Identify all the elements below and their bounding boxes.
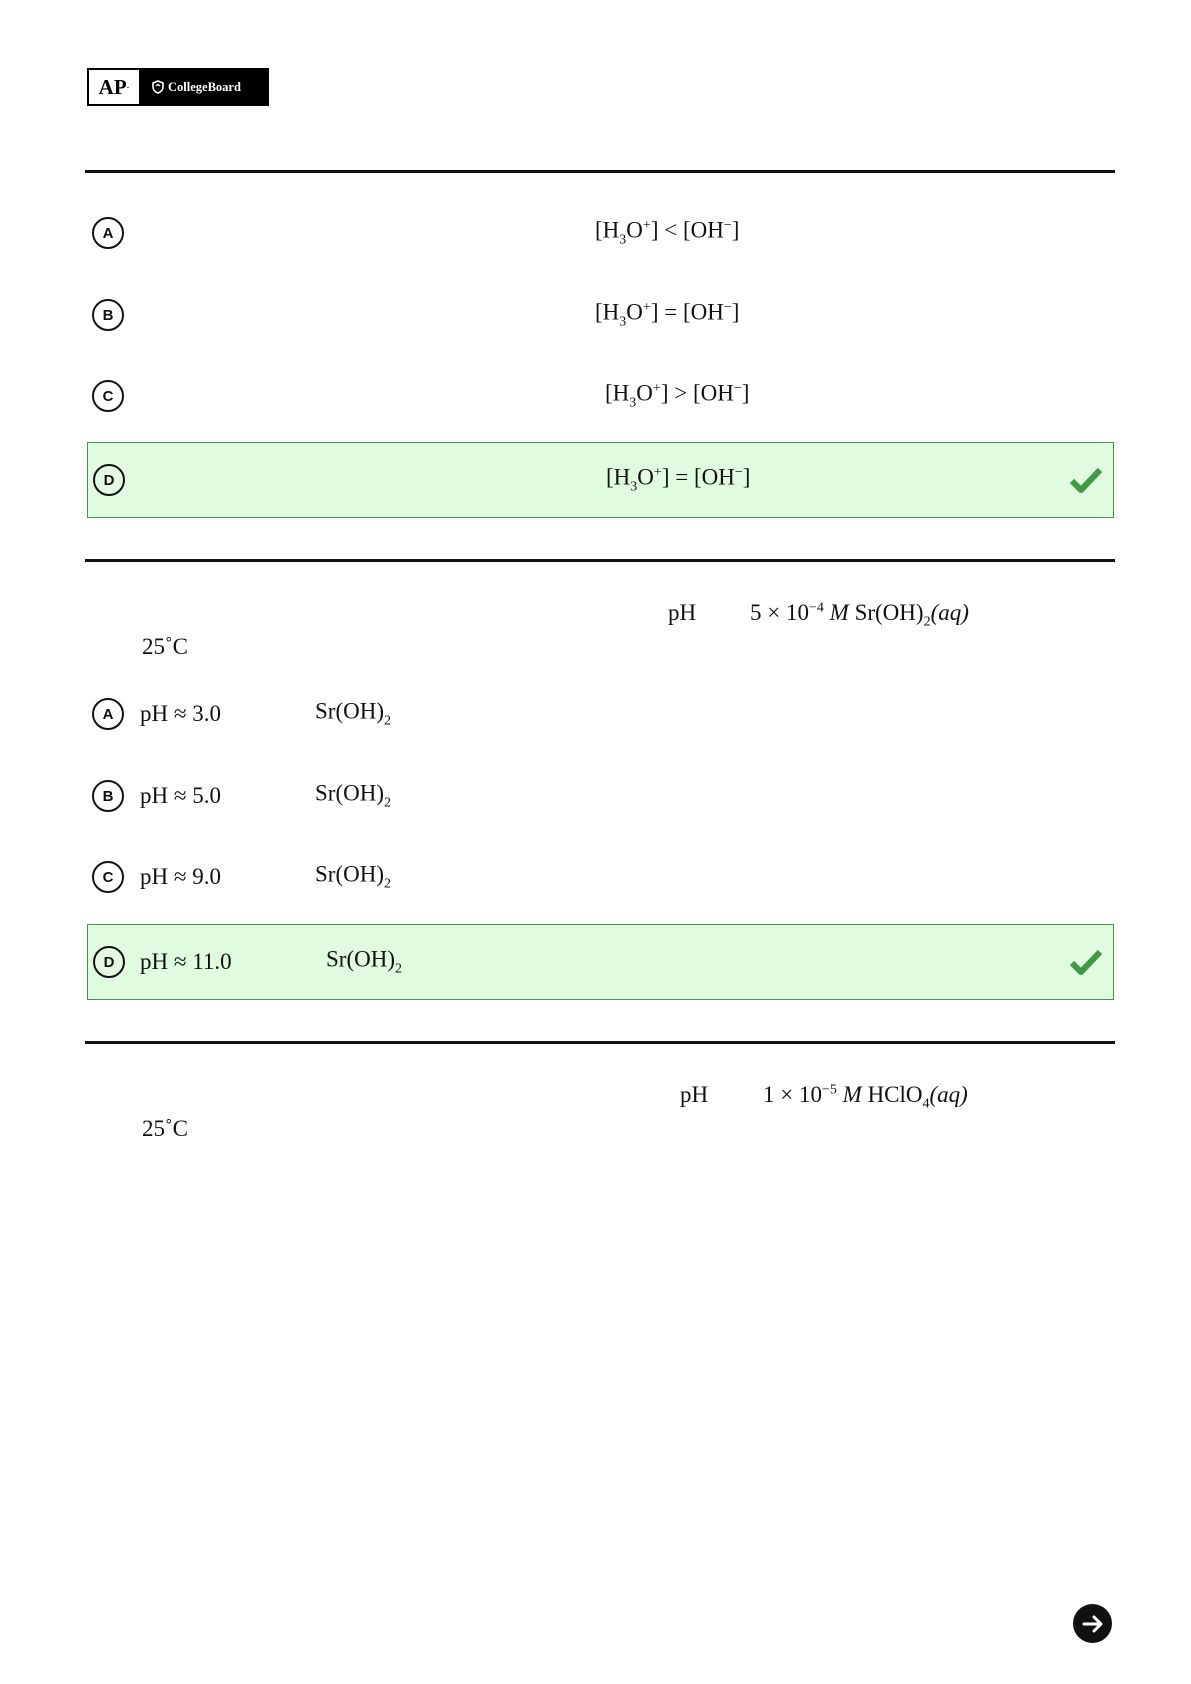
q2-option-a[interactable] — [87, 676, 1114, 752]
q1-option-c[interactable] — [87, 358, 1114, 434]
option-ph-value: pH ≈ 3.0 — [140, 701, 221, 726]
option-letter-badge: D — [93, 464, 125, 496]
option-species: $Sr(OH)_2$ — [315, 698, 391, 729]
option-expression: $[H_3O^+] = [OH^-]$ — [606, 464, 751, 495]
option-letter-badge: B — [92, 299, 124, 331]
q3-concentration-expression: $1 \times 10^{-5}$ M HClO$_4$(aq) — [763, 1082, 968, 1112]
q1-option-d-correct[interactable] — [87, 442, 1114, 518]
question-divider — [85, 1041, 1115, 1044]
q2-ph-label: pH — [668, 600, 697, 625]
option-species: $Sr(OH)_2$ — [315, 780, 391, 811]
option-ph-value: pH ≈ 11.0 — [140, 949, 232, 974]
option-expression: $[H_3O^+] < [OH^-]$ — [595, 217, 740, 248]
option-letter-badge: D — [93, 946, 125, 978]
option-ph-value: pH ≈ 5.0 — [140, 783, 221, 808]
question-divider — [85, 170, 1115, 173]
q2-option-c[interactable] — [87, 839, 1114, 915]
option-letter-badge: A — [92, 698, 124, 730]
q1-option-a[interactable] — [87, 195, 1114, 271]
option-letter-badge: C — [92, 861, 124, 893]
checkmark-icon — [1069, 466, 1103, 494]
q2-temperature: 25˚C — [142, 634, 188, 659]
q3-ph-label: pH — [680, 1082, 709, 1107]
option-letter-badge: C — [92, 380, 124, 412]
q2-concentration-expression: $5 \times 10^{-4}$ M $Sr(OH)_2(aq)$ — [750, 600, 969, 630]
checkmark-icon — [1069, 948, 1103, 976]
option-letter-badge: B — [92, 780, 124, 812]
option-expression: $[H_3O^+] > [OH^-]$ — [605, 380, 750, 411]
arrow-right-icon — [1080, 1611, 1106, 1637]
option-ph-value: pH ≈ 9.0 — [140, 864, 221, 889]
option-species: $Sr(OH)_2$ — [315, 861, 391, 892]
q3-temperature: 25˚C — [142, 1116, 188, 1141]
option-letter-badge: A — [92, 217, 124, 249]
question-divider — [85, 559, 1115, 562]
q2-option-b[interactable] — [87, 758, 1114, 834]
next-button[interactable] — [1073, 1604, 1112, 1643]
option-species: $Sr(OH)_2$ — [326, 946, 402, 977]
ap-logo-text: AP · — [89, 70, 141, 104]
collegeboard-logo-text: CollegeBoard — [168, 79, 241, 94]
option-expression: $[H_3O^+] = [OH^-]$ — [595, 299, 740, 330]
q2-option-d-correct[interactable] — [87, 924, 1114, 1000]
q1-option-b[interactable] — [87, 277, 1114, 353]
collegeboard-shield-icon — [151, 80, 165, 94]
ap-collegeboard-logo — [87, 68, 269, 106]
